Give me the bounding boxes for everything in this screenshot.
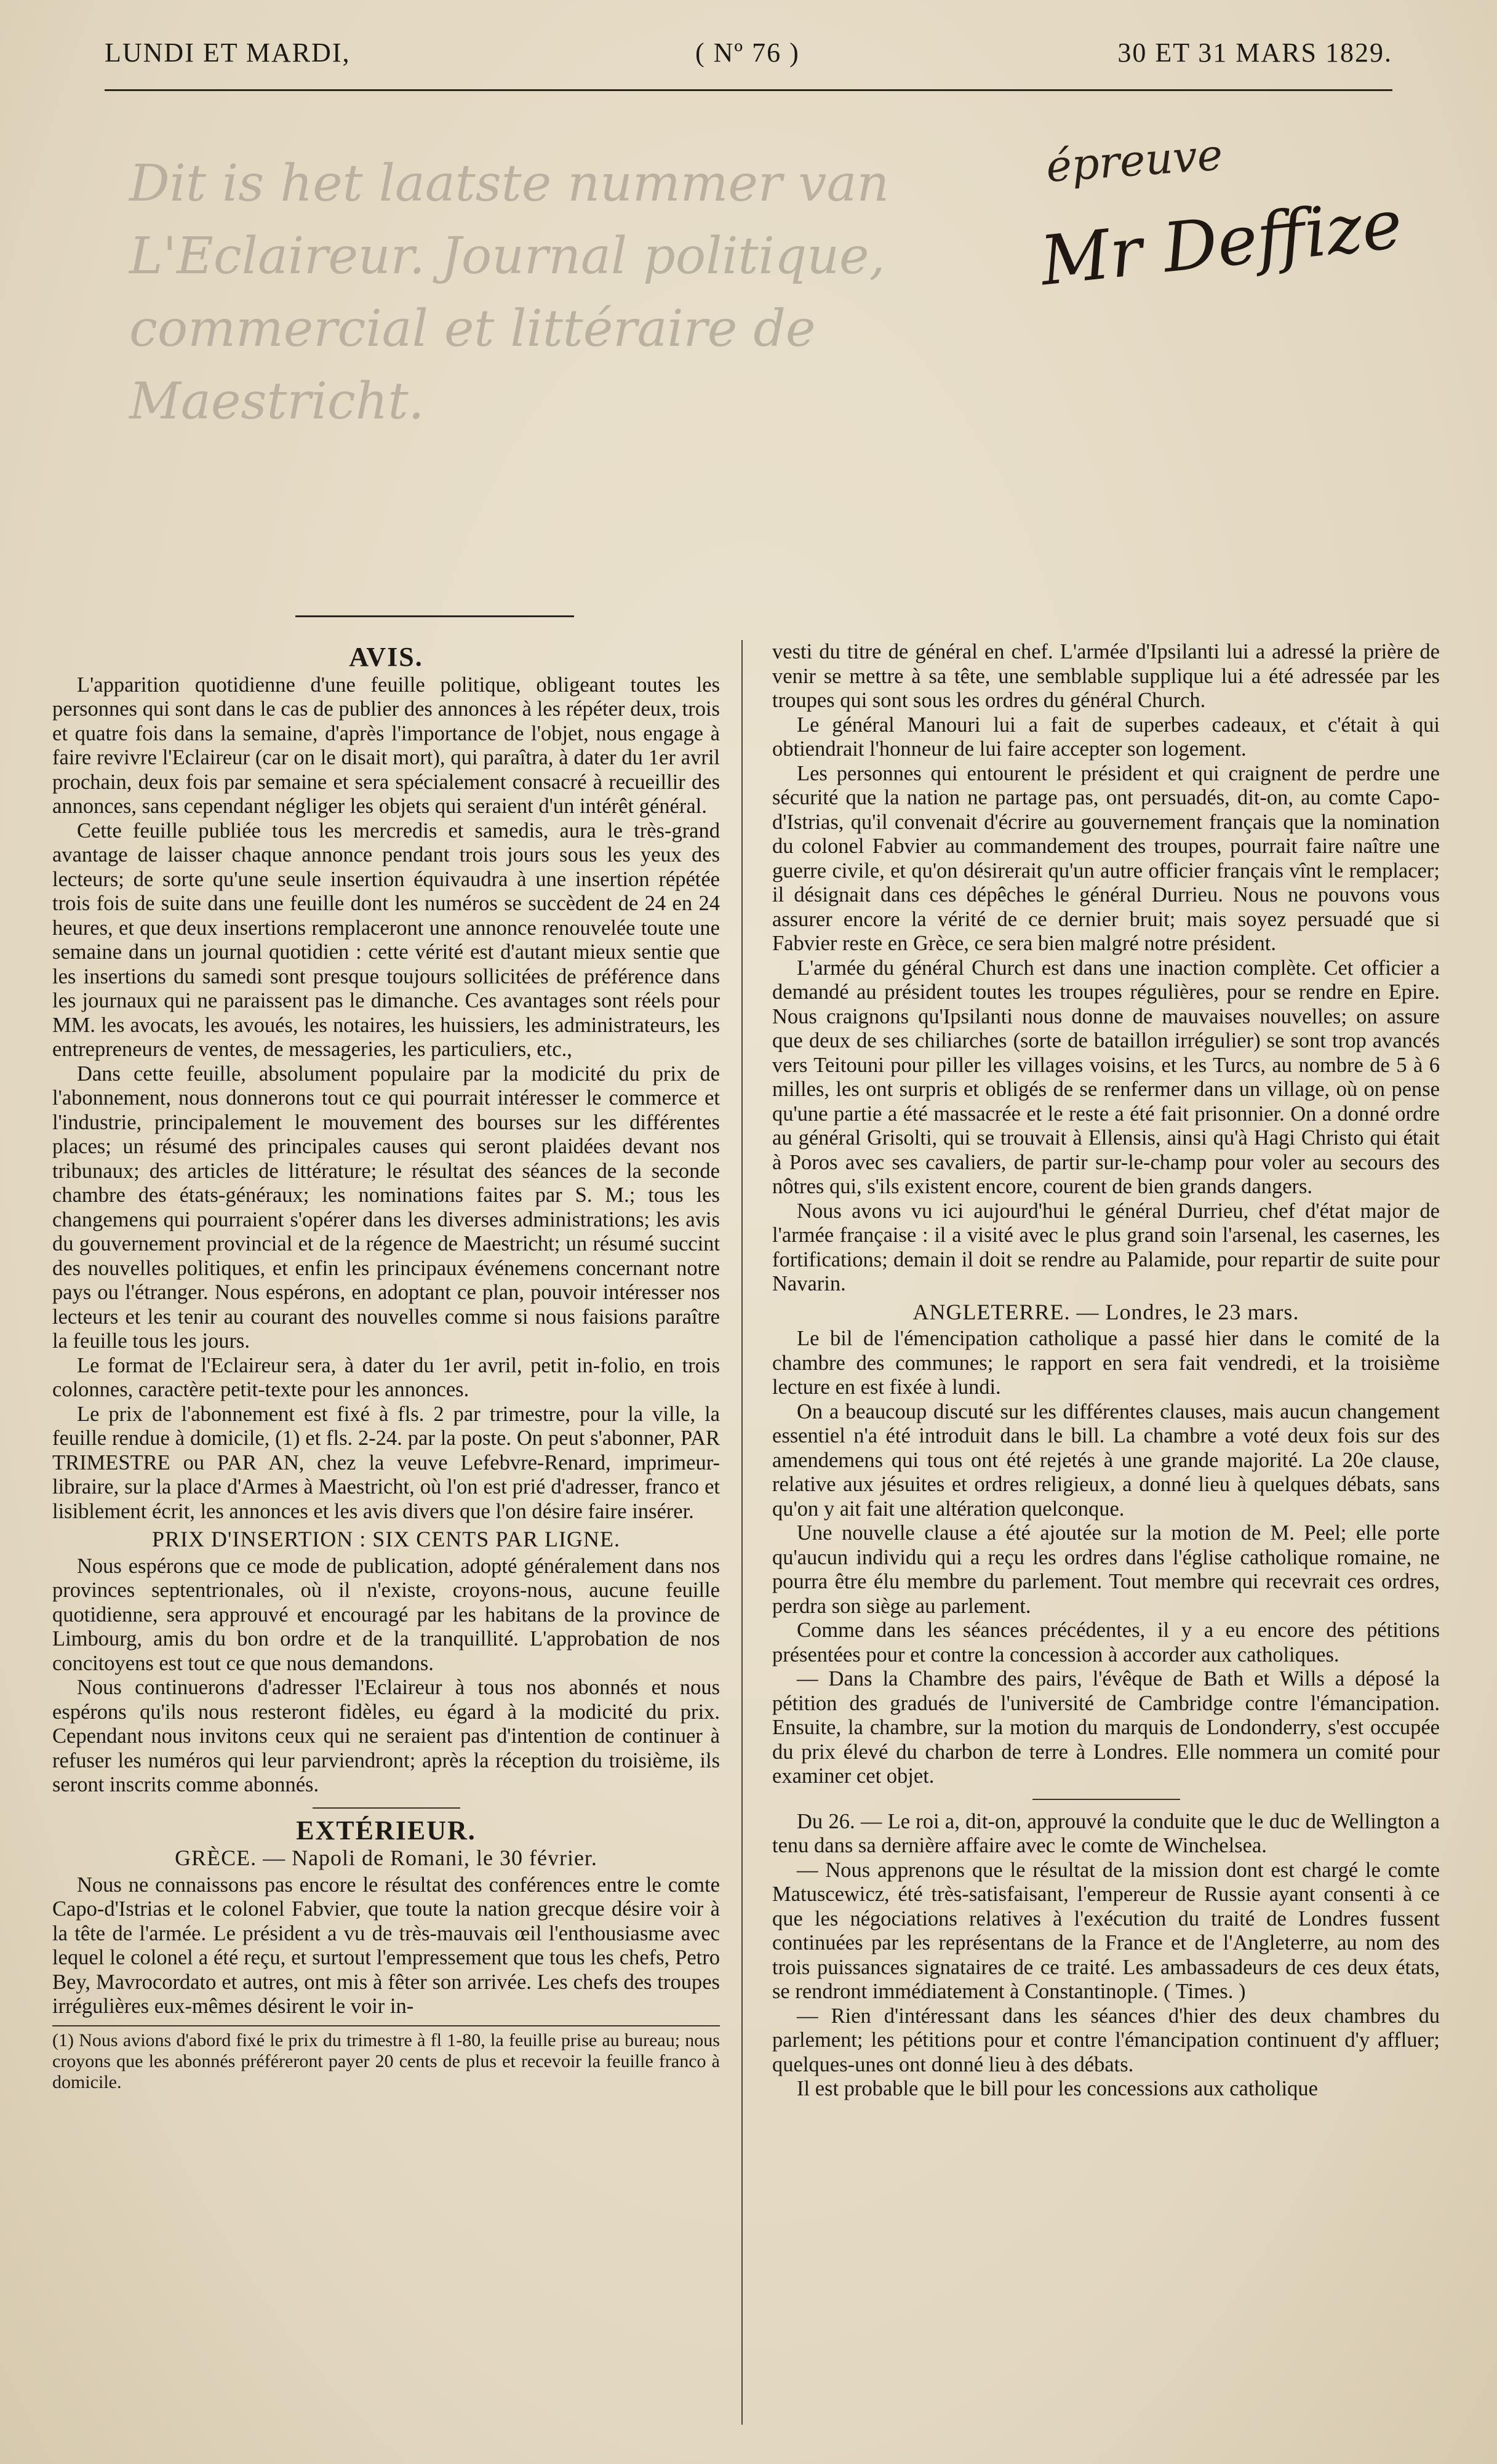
- separator: [313, 1807, 460, 1809]
- masthead-rule: [105, 89, 1392, 91]
- paragraph: Nous ne connaissons pas encore le résultat des conférences entre le comte Capo-d'Istrias et le colonel Fabvier, que toute la nation grecque désire voir à la tête de l'armée. Le président a vu de très-mauvais œil l'enthousiasme avec lequel le colonel a été reçu, et surtout l'empressement que tous les chefs, Petro Bey, Mavrocordato et autres, ont mis à fêter son arrivée. Les chefs des troupes irrégulières eux-mêmes désirent le voir in-: [52, 1873, 720, 2018]
- avis-title: AVIS.: [349, 642, 423, 672]
- paragraph: Le prix de l'abonnement est fixé à fls. 2 par trimestre, pour la ville, la feuille rendue à domicile, (1) et fls. 2-24. par la poste. On peut s'abonner, PAR TRIMESTRE ou PAR AN, chez la veuve Lefebvre-Renard, imprimeur-libraire, sur la place d'Armes à Maestricht, où l'on est prié d'adresser, franco et lisiblement écrit, les annonces et les avis divers que l'on désire faire insérer.: [52, 1402, 720, 1523]
- left-column: [52, 640, 720, 2093]
- paragraph: Une nouvelle clause a été ajoutée sur la motion de M. Peel; elle porte qu'aucun individu qui a reçu les ordres dans l'église catholique romaine, ne pourra être élu membre du parlement. Tout membre qui recevrait ces ordres, perdra son siège au parlement.: [772, 1521, 1440, 1618]
- paragraph: Nous continuerons d'adresser l'Eclaireur à tous nos abonnés et nous espérons qu'ils nous resteront fidèles, eu égard à la modicité du prix. Cependant nous invitons ceux qui ne seraient pas d'intention de continuer à refuser les numéros qui leur parviendront; après la réception du troisième, ils seront inscrits comme abonnés.: [52, 1676, 720, 1796]
- paragraph: Dans cette feuille, absolument populaire par la modicité du prix de l'abonnement, nous donnerons tout ce qui pourrait intéresser le commerce et l'industrie, principalement le mouvement des bourses sur les différentes places; un résumé des principales causes qui seront plaidées devant nos tribunaux; des articles de littérature; le résultat des séances de la seconde chambre des états-généraux; les nominations faites par S. M.; tous les changemens qui pourraient s'opérer dans les diverses administrations; les avis du gouvernement provincial et de la régence de Maestricht; un résumé succint des nouvelles politiques, et enfin les principaux événemens concernant notre pays ou l'étranger. Nous espérons, en adoptant ce plan, pouvoir intéresser nos lecteurs et les tenir au courant des nouvelles comme si nous faisions paraître la feuille tous les jours.: [52, 1062, 720, 1353]
- issue-number: ( Nº 76 ): [695, 38, 800, 68]
- paragraph: Il est probable que le bill pour les concessions aux catholique: [797, 2077, 1318, 2100]
- issue-date: 30 ET 31 MARS 1829.: [1117, 38, 1392, 68]
- separator: [1032, 1799, 1180, 1800]
- paragraph: L'armée du général Church est dans une inaction complète. Cet officier a demandé au président toutes les troupes régulières, pour se rendre en Epire. Nous craignons qu'Ipsilanti nous donne de mauvaises nouvelles; on assure que deux de ses chiliarches (sorte de bataillon irrégulier) se sont trop avancés vers Teitouni pour piller les villages voisins, et les Turcs, au nombre de 5 à 6 milles, les ont surpris et obligés de se renfermer dans un village, où on pense qu'une partie a été massacrée et le reste a été fait prisonnier. On a donné ordre au général Grisolti, qui se trouvait à Ellensis, ainsi qu'à Hagi Christo qui était à Poros avec ses cavaliers, de partir sur-le-champ pour voler au secours des nôtres qui, s'ils existent encore, courent de bien grands dangers.: [772, 956, 1440, 1198]
- masthead: [105, 37, 1392, 80]
- paragraph: Nous avons vu ici aujourd'hui le général Durrieu, chef d'état major de l'armée française : il a visité avec le plus grand soin l'arsenal, les casernes, les fortifications; demain il doit se rendre au Palamide, pour repartir de suite pour Navarin.: [772, 1199, 1440, 1295]
- ink-annotation-epreuve: épreuve: [1044, 129, 1224, 192]
- paragraph: vesti du titre de général en chef. L'armée d'Ipsilanti lui a adressé la prière de venir se mettre à sa tête, une semblable supplique lui a été adressée par les troupes qui sont sous les ordres du général Church.: [772, 640, 1440, 712]
- angleterre-heading: ANGLETERRE. — Londres, le 23 mars.: [912, 1299, 1299, 1324]
- paragraph: On a beaucoup discuté sur les différentes clauses, mais aucun changement essentiel n'a été introduit dans le bill. La chambre a voté deux fois sur des amendemens qui tous ont été rejetés à une grande majorité. La 20e clause, relative aux jésuites et ordres religieux, a donné lieu à quelques débats, sans qu'on y ait fait une altération quelconque.: [772, 1399, 1440, 1521]
- paragraph: L'apparition quotidienne d'une feuille politique, obligeant toutes les personnes qui sont dans le cas de publier des annonces à les répéter deux, trois et quatre fois dans la semaine, d'après l'importance de l'objet, nous engage à faire revivre l'Eclaireur (car on le disait mort), qui paraîtra, à dater du 1er avril prochain, deux fois par semaine et sera spécialement consacré à recueillir des annonces, sans cependant négliger les objets qui seraient d'un intérêt général.: [52, 673, 720, 818]
- column-divider: [741, 640, 743, 2425]
- pencil-annotation: Dit is het laatste nummer van L'Eclaireur. Journal politique, commercial et littéraire de Maestricht.: [129, 154, 890, 431]
- exterieur-title: EXTÉRIEUR.: [296, 1815, 476, 1846]
- paragraph: Le format de l'Eclaireur sera, à dater du 1er avril, petit in-folio, en trois colonnes, caractère petit-texte pour les annonces.: [52, 1353, 720, 1401]
- paragraph: — Nous apprenons que le résultat de la mission dont est chargé le comte Matuscewicz, été très-satisfaisant, l'empereur de Russie ayant consenti à ce que les négociations relatives à l'exécution du traité de Londres fussent continuées par les représentans de la France et de l'Angleterre, au nom des trois puissances signataires de ce traité. Les ambassadeurs de ces deux états, se rendront immédiatement à Constantinople. ( Times. ): [772, 1858, 1440, 2003]
- paragraph: Du 26. — Le roi a, dit-on, approuvé la conduite que le duc de Wellington a tenu dans sa dernière affaire avec le comte de Winchelsea.: [772, 1809, 1440, 1857]
- ink-signature: Mr Deffize: [1036, 184, 1406, 301]
- paragraph: Le général Manouri lui a fait de superbes cadeaux, et c'était à qui obtiendrait l'honneur de lui faire accepter son logement.: [772, 713, 1440, 761]
- masthead-days: LUNDI ET MARDI,: [105, 38, 351, 68]
- paragraph: — Dans la Chambre des pairs, l'évêque de Bath et Wills a déposé la pétition des gradués de l'université de Cambridge contre l'émancipation. Ensuite, la chambre, sur la motion du marquis de Londonderry, s'est occupée du prix élevé du charbon de terre à Londres. Elle nommera un comité pour examiner cet objet.: [772, 1667, 1440, 1788]
- grece-heading: GRÈCE. — Napoli de Romani, le 30 février.: [175, 1846, 597, 1870]
- prix-heading: PRIX D'INSERTION : SIX CENTS PAR LIGNE.: [151, 1527, 621, 1551]
- paragraph: Comme dans les séances précédentes, il y a eu encore des pétitions présentées pour et contre la concession à accorder aux catholiques.: [772, 1618, 1440, 1666]
- section-rule: [295, 615, 574, 617]
- paragraph: Nous espérons que ce mode de publication, adopté généralement dans nos provinces septentrionales, où il n'existe, croyons-nous, aucune feuille quotidienne, sera approuvé et encouragé par les habitans de la province de Limbourg, amis du bon ordre et de la tranquillité. L'approbation de nos concitoyens est tout ce que nous demandons.: [52, 1554, 720, 1675]
- paragraph: — Rien d'intéressant dans les séances d'hier des deux chambres du parlement; les pétitions pour et contre l'émancipation continuent d'y affluer; quelques-unes ont donné lieu à des débats.: [772, 2004, 1440, 2076]
- right-column: [772, 640, 1440, 2102]
- paragraph: Les personnes qui entourent le président et qui craignent de perdre une sécurité que la nation ne partage pas, ont persuadés, dit-on, au comte Capo-d'Istrias, qu'il convenait d'écrire au gouvernement français que la nomination du colonel Fabvier au commandement des troupes, pourrait faire naître une guerre civile, et qu'on désirerait qu'un autre officier français vînt le remplacer; il désignait dans ces dépêches le général Durrieu. Nous ne pouvons vous assurer encore la vérité de ce dernier bruit; mais soyez persuadé que si Fabvier reste en Grèce, ce sera bien malgré notre président.: [772, 761, 1440, 955]
- paragraph: Cette feuille publiée tous les mercredis et samedis, aura le très-grand avantage de laisser chaque annonce pendant trois jours sous les yeux des lecteurs; de sorte qu'une seule insertion équivaudra à une insertion répétée trois fois de suite dans une feuille dont les numéros se succèdent de 24 en 24 heures, et que deux insertions remplaceront une annonce renouvelée toute une semaine dans un journal quotidien : cette vérité est d'autant mieux sentie que les insertions du samedi sont presque toujours sollicitées de préférence dans les journaux qui ne paraissent pas le dimanche. Ces avantages sont réels pour MM. les avocats, les avoués, les notaires, les huissiers, les administrateurs, les entrepreneurs de ventes, de messageries, les particuliers, etc.,: [52, 818, 720, 1061]
- footnote: [52, 2025, 720, 2093]
- footnote-text: (1) Nous avions d'abord fixé le prix du trimestre à fl 1-80, la feuille prise au bureau; nous croyons que les abonnés préféreront payer 20 cents de plus et recevoir la feuille franco à domicile.: [52, 2030, 720, 2092]
- paragraph: Le bil de l'émencipation catholique a passé hier dans le comité de la chambre des communes; le rapport en sera fait vendredi, et la troisième lecture en est fixée à lundi.: [772, 1327, 1440, 1399]
